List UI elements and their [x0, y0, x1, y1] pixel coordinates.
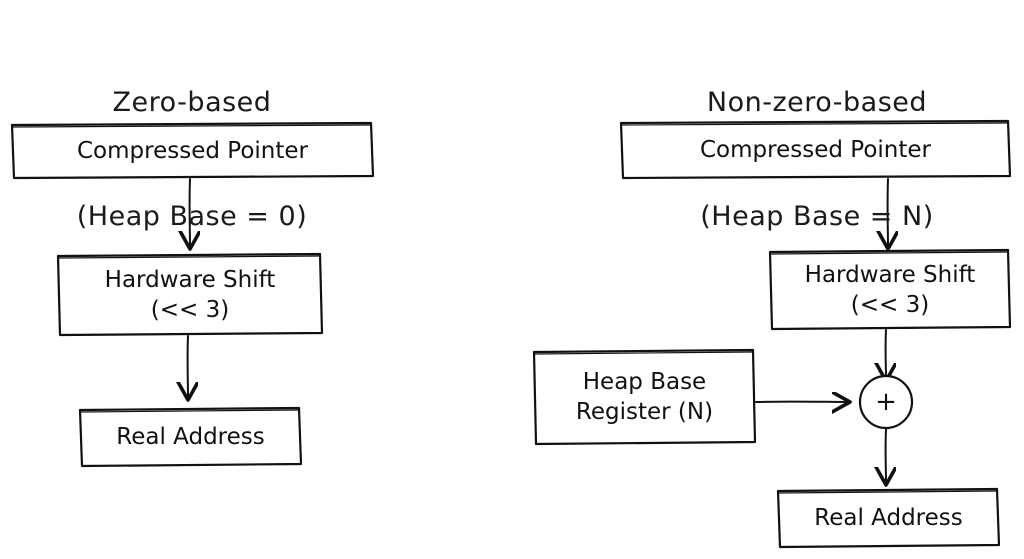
right-compressed-pointer-label: Compressed Pointer — [700, 136, 931, 163]
right-real-address-label: Real Address — [814, 505, 963, 531]
left-real-address-label: Real Address — [116, 424, 265, 450]
right-adder-label: + — [875, 387, 897, 417]
right-panel-title — [624, 8, 1010, 312]
left-real-address-box — [80, 408, 301, 466]
right-heap-base-register-box — [534, 350, 755, 444]
left-hardware-shift-label: Hardware Shift (<< 3) — [104, 266, 276, 323]
right-panel-title-line2: (Heap Base = N) — [700, 201, 934, 232]
left-panel-title-line2: (Heap Base = 0) — [76, 201, 308, 232]
right-heap-base-register-label: Heap Base Register (N) — [575, 369, 714, 425]
right-real-address-box — [778, 489, 999, 547]
right-panel-title-line1: Non-zero-based — [706, 87, 928, 118]
left-compressed-pointer-label: Compressed Pointer — [77, 137, 308, 164]
left-panel-title-line1: Zero-based — [112, 87, 272, 118]
left-panel-title — [12, 8, 372, 312]
right-hardware-shift-label: Hardware Shift (<< 3) — [804, 261, 976, 318]
